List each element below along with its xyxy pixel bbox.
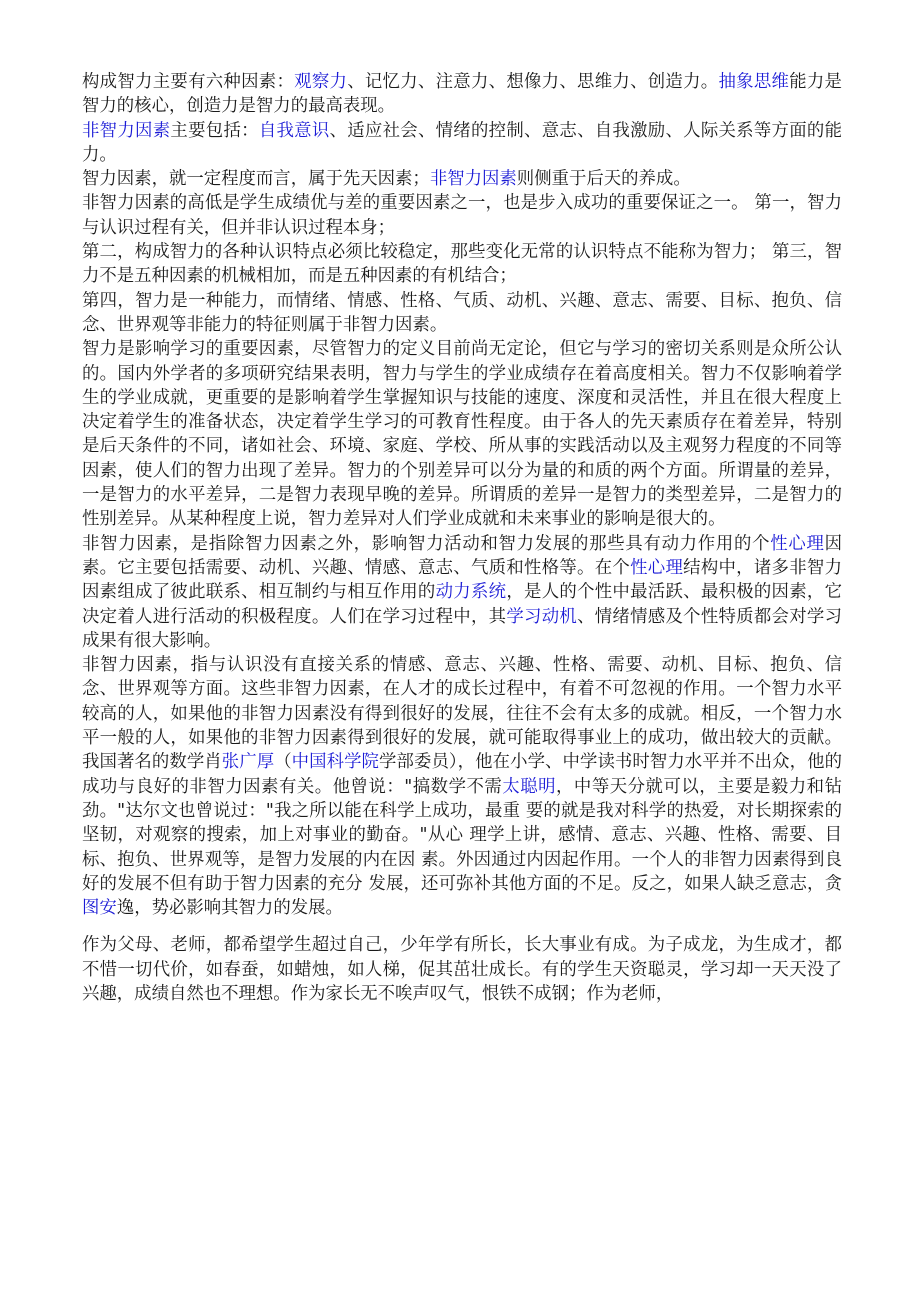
text-run: 则侧重于后天的养成。 (516, 169, 691, 190)
hyperlink[interactable]: 中国科学院 (291, 752, 380, 773)
hyperlink[interactable]: 自我意识 (258, 120, 330, 141)
text-run: 、适应社会、情绪的控制、意志、自我激励、人际关系等方面的能力。 (82, 120, 842, 165)
text-run: 因素。它主要包括需要、动机、兴趣、情感、意志、气质和性格等。在个 (82, 533, 842, 578)
text-run: ，是人的个性中最活跃、最积极的因素，它决定着人进行活动的积极程度。人们在学习过程中，其 (82, 582, 842, 627)
paragraph (82, 191, 842, 240)
text-run: 非智力因素，指与认识没有直接关系的情感、意志、兴趣、性格、需要、动机、目标、抱负、信念、世界观等方面。这些非智力因素，在人才的成长过程中，有着不可忽视的作用。一个智力水平较高的人，如果他的非智力因素没有得到很好的发展，往往不会有太多的成就。相反，一个智力水平一般的人，如果他的非智力因素得到很好的发展，就可能取得事业上的成功，做出较大的贡献。我国著名的数学肖 (82, 655, 842, 773)
hyperlink[interactable]: 非智力因素 (82, 120, 171, 141)
paragraph (82, 70, 842, 119)
text-run: 、记忆力、注意力、想像力、思维力、创造力。 (347, 72, 719, 92)
text-run: 逸，势必影响其智力的发展。 (116, 898, 343, 919)
paragraph (82, 933, 842, 1006)
text-run: 第四，智力是一种能力，而情绪、情感、性格、气质、动机、兴趣、意志、需要、目标、抱负、信念、世界观等非能力的特征则属于非智力因素。 (82, 290, 842, 335)
paragraph (82, 653, 842, 920)
paragraph (82, 337, 842, 531)
paragraph (82, 119, 842, 168)
text-run: 非智力因素，是指除智力因素之外，影响智力活动和智力发展的那些具有动力作用的个 (82, 533, 771, 554)
hyperlink[interactable]: 张广厚 (221, 752, 275, 773)
hyperlink[interactable]: 非智力因素 (429, 169, 517, 190)
hyperlink[interactable]: 太聪明 (502, 776, 557, 797)
text-run: 结构中，诸多非智力因素组成了彼此联系、相互制约与相互作用的 (82, 557, 842, 603)
paragraph (82, 240, 842, 289)
text-run: 、情绪情感及个性特质都会对学习成果有很大影响。 (82, 606, 842, 651)
text-run: 作为父母、老师，都希望学生超过自己，少年学有所长，长大事业有成。为子成龙，为生成才，都不惜一切代价，如春蚕，如蜡烛，如人梯，促其茁壮成长。有的学生天资聪灵，学习却一天天没了兴趣，成绩自然也不理想。作为家长无不唉声叹气，恨铁不成钢；作为老师， (82, 935, 842, 1004)
text-run: 主要包括： (170, 120, 259, 141)
text-run: （ (274, 752, 292, 773)
paragraph (82, 532, 842, 653)
paragraph (82, 289, 842, 338)
hyperlink[interactable]: 学习动机 (506, 606, 578, 627)
text-run: 智力是影响学习的重要因素，尽管智力的定义目前尚无定论，但它与学习的密切关系则是众所公认的。国内外学者的多项研究结果表明，智力与学生的学业成绩存在着高度相关。智力不仅影响着学生的学业成就，更重要的是影响着学生掌握知识与技能的速度、深度和灵活性，并且在很大程度上决定着学生的准备状态，决定着学生学习的可教育性程度。由于各人的先天素质存在着差异，特别是后天条件的不同，诸如社会、环境、家庭、学校、所从事的实践活动以及主观努力程度的不同等因素，使人们的智力出现了差异。智力的个别差异可以分为量的和质的两个方面。所谓量的差异，一是智力的水平差异，二是智力表现早晚的差异。所谓质的差异一是智力的类型差异，二是智力的性别差异。从某种程度上说，智力差异对人们学业成就和未来事业的影响是很大的。 (82, 339, 842, 530)
text-run: ，中等天分就可以，主要是毅力和钻劲。"达尔文也曾说过："我之所以能在科学上成功，最重 要的就是我对科学的热爱，对长期探索的坚韧，对观察的搜索，加上对事业的勤奋。"从心 理学上讲，感情、意志、兴趣、性格、需要、目标、抱负、世界观等，是智力发展的内在因 素。外因通过内因起作用。一个人的非智力因素得到良好的发展不但有助于智力因素的充分 发展，还可弥补其他方面的不足。反之，如果人缺乏意志，贪 (82, 776, 842, 894)
hyperlink[interactable]: 性心理 (770, 533, 825, 554)
text-run: 非智力因素的高低是学生成绩优与差的重要因素之一，也是步入成功的重要保证之一。 第一，智力与认识过程有关，但并非认识过程本身； (82, 193, 842, 238)
text-run: 能力是智力的核心，创造力是智力的最高表现。 (82, 72, 842, 117)
text-run: 智力因素，就一定程度而言，属于先天因素； (82, 169, 430, 190)
hyperlink[interactable]: 观察力 (294, 72, 348, 92)
text-run: 学部委员），他在小学、中学读书时智力水平并不出众，他的成功与良好的非智力因素有关。他曾说："搞数学不需 (82, 752, 842, 797)
hyperlink[interactable]: 抽象思维 (718, 72, 790, 92)
hyperlink[interactable]: 性心理 (630, 557, 684, 578)
paragraph (82, 167, 842, 191)
hyperlink[interactable]: 图安 (82, 898, 117, 919)
hyperlink[interactable]: 动力系统 (435, 582, 507, 603)
document-body (82, 70, 842, 1006)
text-run: 第二，构成智力的各种认识特点必须比较稳定，那些变化无常的认识特点不能称为智力； 第三，智力不是五种因素的机械相加，而是五种因素的有机结合； (82, 242, 842, 287)
text-run: 构成智力主要有六种因素： (82, 72, 295, 92)
